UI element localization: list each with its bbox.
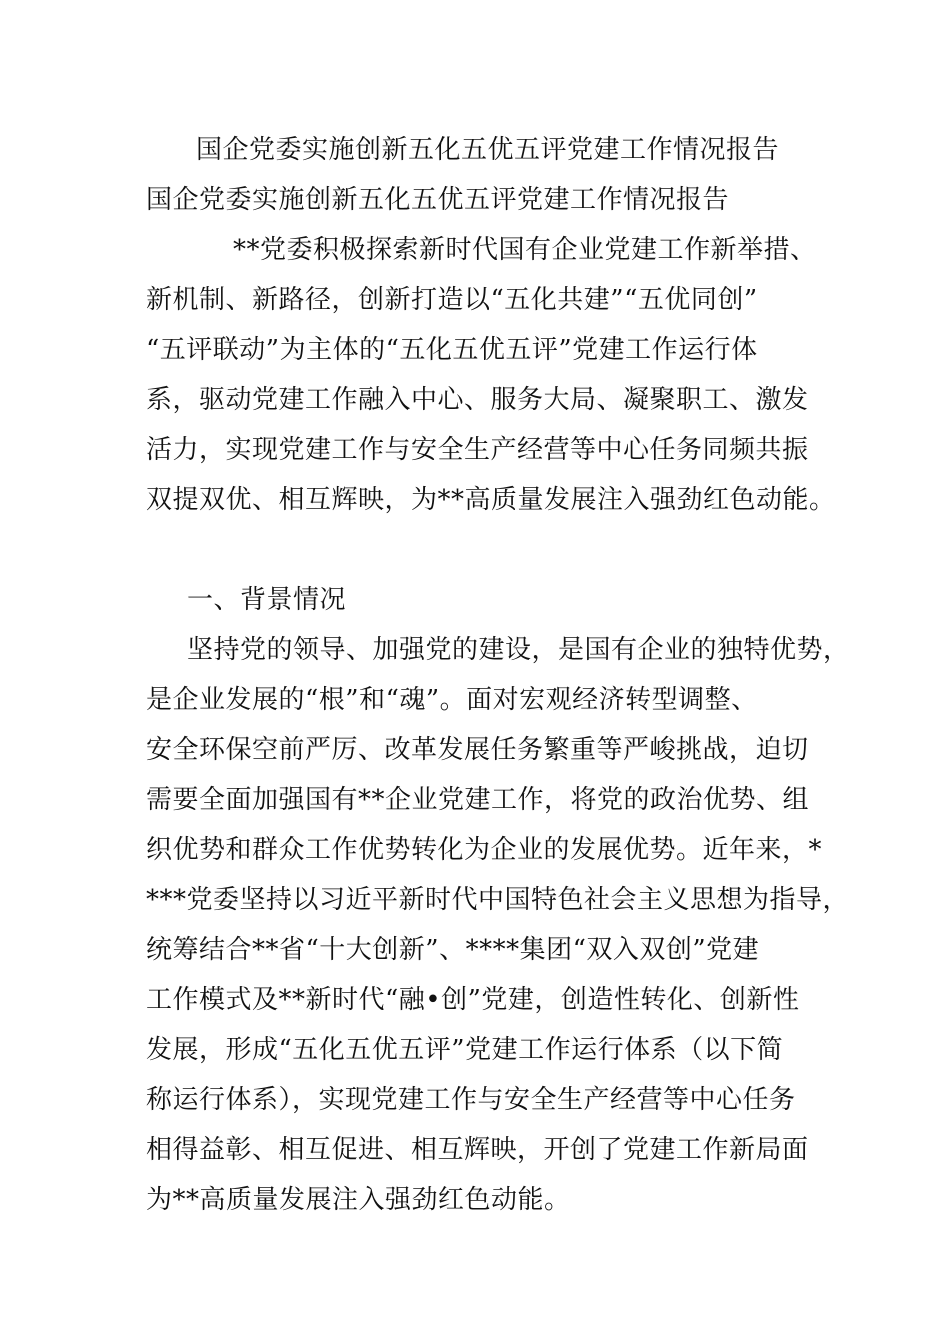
intro-line: **党委积极探索新时代国有企业党建工作新举措、 xyxy=(233,235,817,265)
intro-line: 活力，实现党建工作与安全生产经营等中心任务同频共振 xyxy=(146,435,809,465)
intro-line: 系，驱动党建工作融入中心、服务大局、凝聚职工、激发 xyxy=(146,385,809,415)
body-line: ***党委坚持以习近平新时代中国特色社会主义思想为指导， xyxy=(146,885,850,915)
intro-line: 双提双优、相互辉映，为**高质量发展注入强劲红色动能。 xyxy=(146,485,836,515)
intro-line: “五评联动”为主体的“五化五优五评”党建工作运行体 xyxy=(146,335,758,365)
body-line: 织优势和群众工作优势转化为企业的发展优势。近年来，* xyxy=(146,835,823,865)
body-line: 安全环保空前严厉、改革发展任务繁重等严峻挑战，迫切 xyxy=(146,735,809,765)
body-line: 工作模式及**新时代“融•创”党建，创造性转化、创新性 xyxy=(146,985,800,1015)
body-line: 相得益彰、相互促进、相互辉映，开创了党建工作新局面 xyxy=(146,1135,809,1165)
body-line: 坚持党的领导、加强党的建设，是国有企业的独特优势， xyxy=(187,635,850,665)
running-title: 国企党委实施创新五化五优五评党建工作情况报告 xyxy=(196,135,780,165)
document-title: 国企党委实施创新五化五优五评党建工作情况报告 xyxy=(146,185,730,215)
body-line: 发展，形成“五化五优五评”党建工作运行体系（以下简 xyxy=(146,1035,784,1065)
body-line: 是企业发展的“根”和“魂”。面对宏观经济转型调整、 xyxy=(146,685,758,715)
body-line: 需要全面加强国有**企业党建工作，将党的政治优势、组 xyxy=(146,785,810,815)
body-line: 称运行体系），实现党建工作与安全生产经营等中心任务 xyxy=(146,1085,796,1115)
intro-line: 新机制、新路径，创新打造以“五化共建”“五优同创” xyxy=(146,285,758,315)
section-heading: 一、背景情况 xyxy=(187,585,347,615)
body-line: 统筹结合**省“十大创新”、****集团“双入双创”党建 xyxy=(146,935,760,965)
body-line: 为**高质量发展注入强劲红色动能。 xyxy=(146,1185,571,1215)
